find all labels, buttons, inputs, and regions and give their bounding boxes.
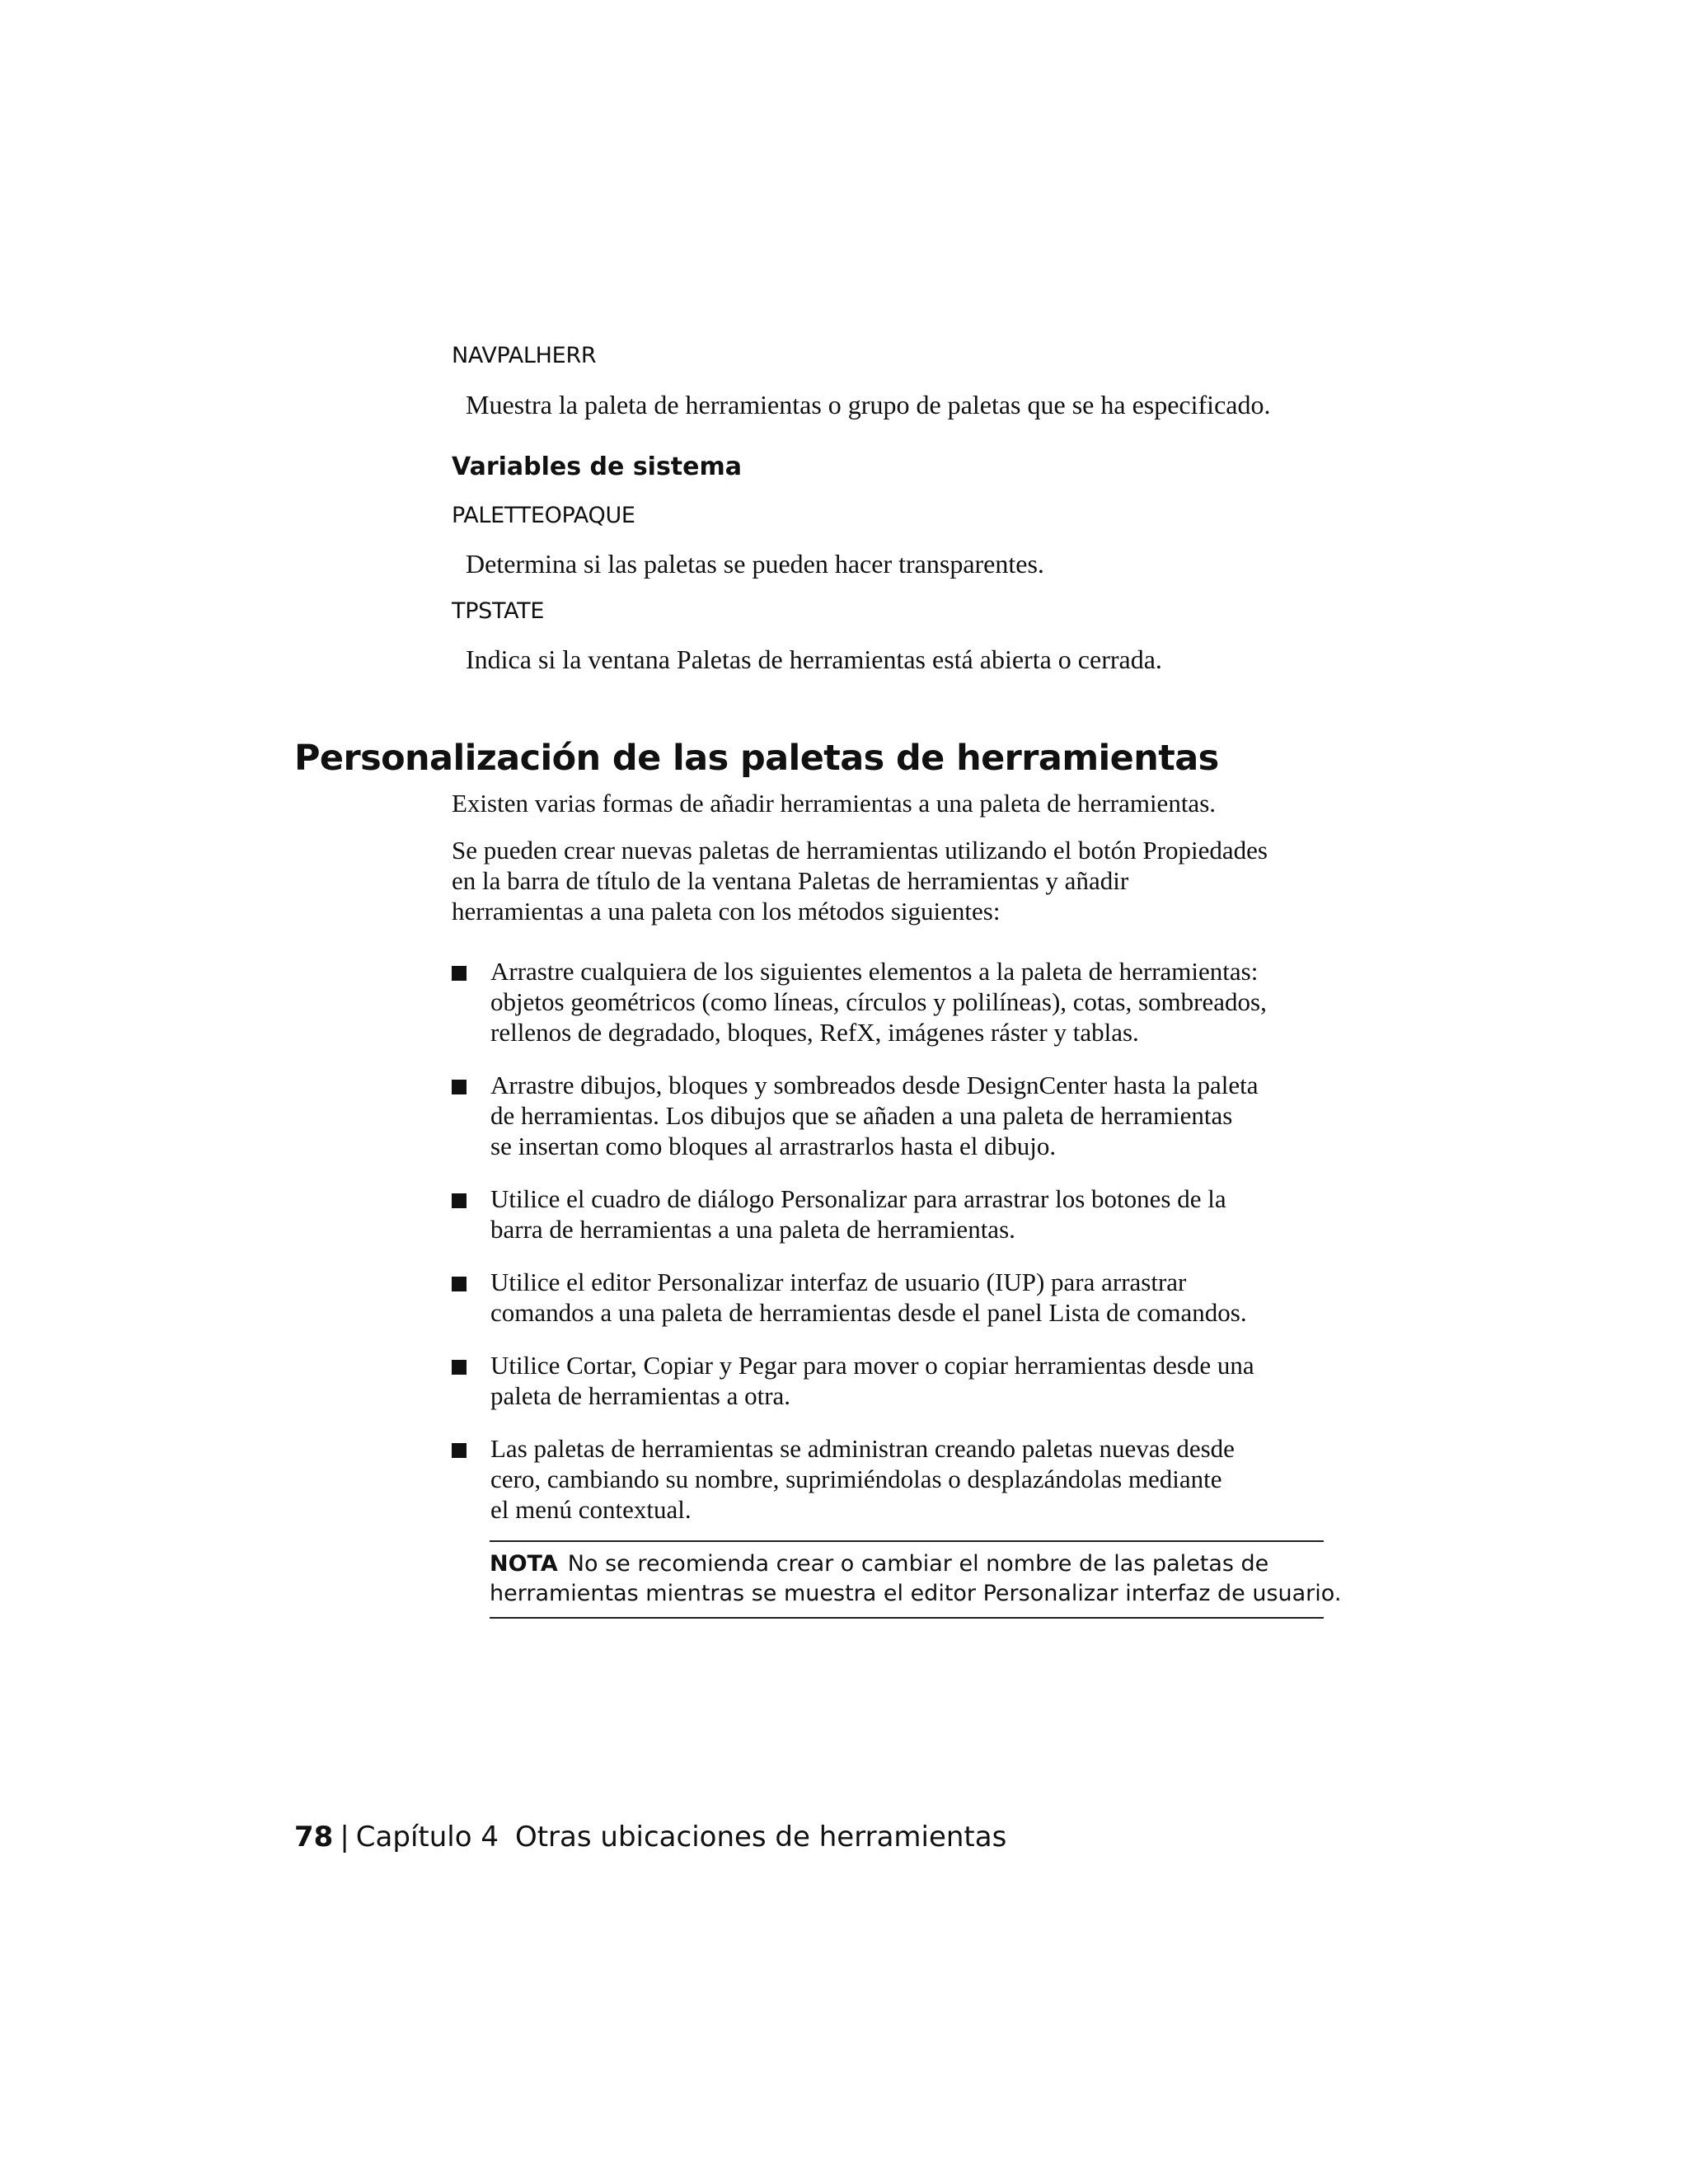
list-item-line: Arrastre cualquiera de los siguientes elementos a la paleta de herramientas:: [490, 957, 1259, 986]
page-number: 78: [294, 1821, 334, 1854]
square-bullet-icon: [452, 1193, 467, 1208]
paragraph-line: en la barra de título de la ventana Paletas de herramientas y añadir: [452, 866, 1129, 895]
list-item: [452, 1070, 1334, 1161]
list-item-line: paleta de herramientas a otra.: [490, 1381, 791, 1410]
intro-paragraph: [452, 788, 1325, 818]
sysvar-name: PALETTEOPAQUE: [452, 503, 635, 528]
square-bullet-icon: [452, 1360, 467, 1375]
page-footer: [294, 1820, 1006, 1854]
list-item-line: de herramientas. Los dibujos que se añaden a una paleta de herramientas: [490, 1101, 1233, 1130]
sysvar-name: TPSTATE: [452, 598, 545, 624]
list-item-line: Utilice Cortar, Copiar y Pegar para mover o copiar herramientas desde una: [490, 1351, 1254, 1380]
list-item: [452, 1267, 1334, 1328]
note-line: [490, 1549, 1324, 1579]
command-name: NAVPALHERR: [452, 343, 597, 368]
list-item-line: se insertan como bloques al arrastrarlos hasta el dibujo.: [490, 1132, 1057, 1160]
square-bullet-icon: [452, 1080, 467, 1094]
sysvar-description: Determina si las paletas se pueden hacer transparentes.: [466, 549, 1044, 579]
sysvar-description: Indica si la ventana Paletas de herramientas está abierta o cerrada.: [466, 644, 1162, 674]
square-bullet-icon: [452, 1443, 467, 1458]
chapter-title: Otras ubicaciones de herramientas: [514, 1821, 1007, 1854]
note-line: herramientas mientras se muestra el editor Personalizar interfaz de usuario.: [490, 1581, 1342, 1606]
methods-list: [452, 956, 1334, 1547]
list-item: [452, 1433, 1334, 1525]
methods-paragraph: [452, 835, 1325, 926]
square-bullet-icon: [452, 1277, 467, 1291]
list-item-line: Utilice el editor Personalizar interfaz de usuario (IUP) para arrastrar: [490, 1268, 1187, 1296]
list-item-line: el menú contextual.: [490, 1495, 692, 1524]
list-item-line: Utilice el cuadro de diálogo Personalizar para arrastrar los botones de la: [490, 1184, 1226, 1213]
note-label: NOTA: [490, 1551, 558, 1577]
square-bullet-icon: [452, 966, 467, 981]
paragraph-line: herramientas a una paleta con los métodos siguientes:: [452, 897, 1001, 926]
list-item-line: objetos geométricos (como líneas, círculos y polilíneas), cotas, sombreados,: [490, 987, 1267, 1016]
list-item-line: Arrastre dibujos, bloques y sombreados desde DesignCenter hasta la paleta: [490, 1071, 1259, 1099]
list-item-line: Las paletas de herramientas se administran creando paletas nuevas desde: [490, 1434, 1235, 1463]
note-box: [490, 1540, 1342, 1619]
list-item: [452, 1350, 1334, 1411]
list-item: [452, 1183, 1334, 1244]
list-item-line: barra de herramientas a una paleta de herramientas.: [490, 1215, 1015, 1244]
note-text: No se recomienda crear o cambiar el nombre de las paletas de: [567, 1551, 1269, 1577]
list-item-line: cero, cambiando su nombre, suprimiéndolas o desplazándolas mediante: [490, 1465, 1222, 1493]
paragraph-line: Existen varias formas de añadir herramientas a una paleta de herramientas.: [452, 789, 1217, 818]
paragraph-line: Se pueden crear nuevas paletas de herramientas utilizando el botón Propiedades: [452, 836, 1268, 865]
section-title: Personalización de las paletas de herramientas: [294, 738, 1219, 779]
footer-separator: |: [340, 1821, 349, 1854]
command-description: Muestra la paleta de herramientas o grupo de paletas que se ha especificado.: [466, 390, 1271, 419]
list-item-line: rellenos de degradado, bloques, RefX, imágenes ráster y tablas.: [490, 1018, 1139, 1047]
list-item-line: comandos a una paleta de herramientas desde el panel Lista de comandos.: [490, 1298, 1247, 1327]
sysvars-heading: Variables de sistema: [452, 452, 743, 481]
chapter-label: Capítulo 4: [355, 1821, 499, 1854]
list-item: [452, 956, 1334, 1047]
